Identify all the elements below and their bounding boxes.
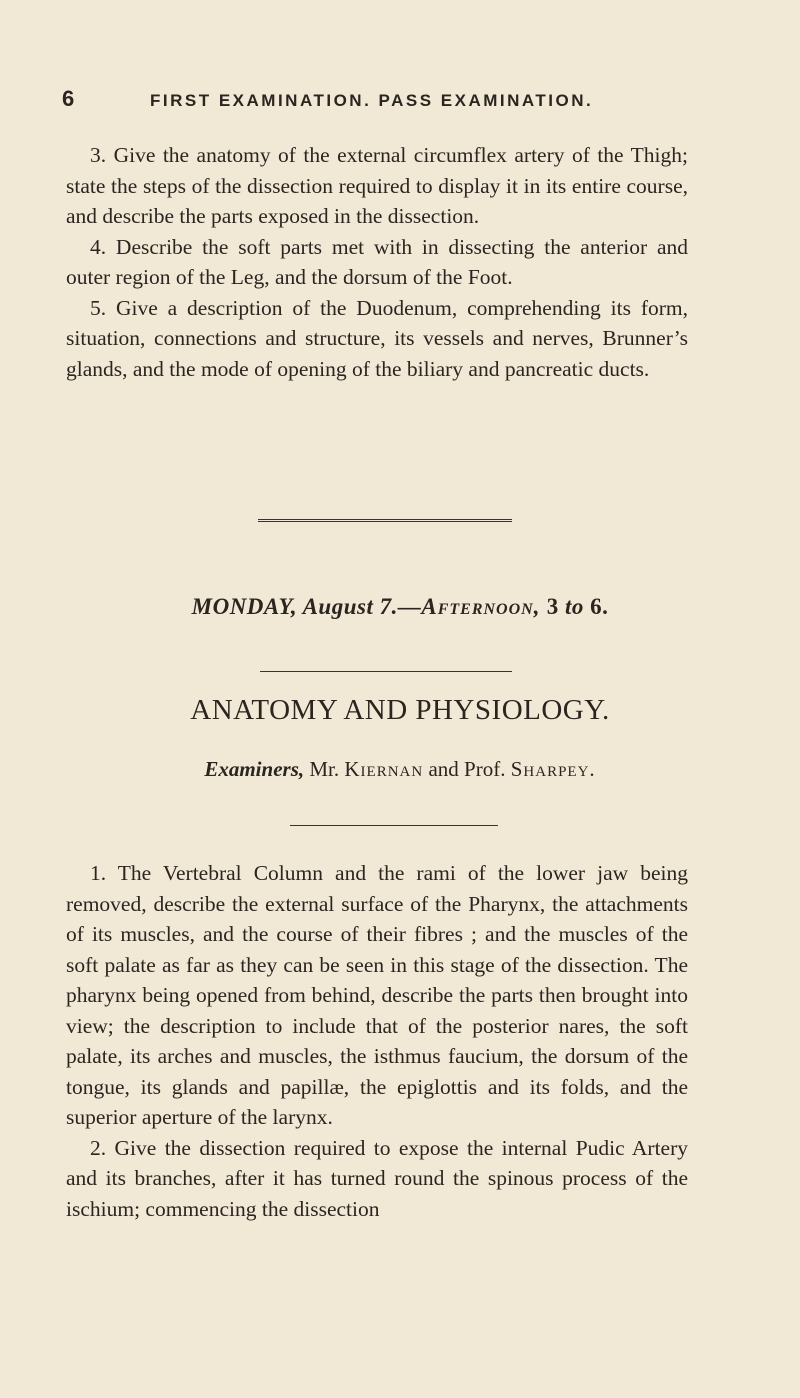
question-2: 2. Give the dissection required to expose the internal Pudic Artery and its branches, after it has turned round the spinous process of the ischium; commencing the dissection [66, 1135, 688, 1221]
examiner-1-name: Kiernan [344, 757, 424, 781]
session-time-to: 6. [590, 594, 609, 619]
session-heading [0, 594, 800, 620]
running-header [62, 86, 682, 112]
page-number: 6 [62, 86, 75, 111]
examiner-2-name: Sharpey. [510, 757, 596, 781]
question-list-top [66, 140, 688, 384]
examiners-and: and [428, 757, 459, 781]
session-time-from: 3 [546, 594, 559, 619]
session-dash: — [397, 594, 422, 619]
question-5: 5. Give a description of the Duodenum, comprehending its form, situation, connections and structure, its vessels and nerves, Brunner’s glands, and the mode of opening of the biliary and pancreatic ducts. [66, 295, 688, 381]
examiners-line [0, 757, 800, 782]
question-list-bottom [66, 858, 688, 1224]
running-title: FIRST EXAMINATION. PASS EXAMINATION. [150, 91, 594, 110]
examiner-1-prefix: Mr. [309, 757, 340, 781]
examiner-2-prefix: Prof. [464, 757, 506, 781]
divider-rule-1 [260, 671, 512, 672]
question-4: 4. Describe the soft parts met with in dissecting the anterior and outer region of the Leg, and the dorsum of the Foot. [66, 234, 688, 289]
section-divider-double [258, 519, 512, 522]
session-period: Afternoon, [421, 594, 541, 619]
question-3: 3. Give the anatomy of the external circumflex artery of the Thigh; state the steps of the dissection required to display it in its entire course, and describe the parts exposed in the dissection. [66, 143, 688, 228]
divider-rule-2 [290, 825, 498, 826]
session-to: to [564, 594, 584, 619]
examiners-label: Examiners, [204, 757, 305, 781]
session-date: August 7. [302, 594, 398, 619]
subject-title: ANATOMY AND PHYSIOLOGY. [190, 694, 610, 726]
session-day: MONDAY, [191, 594, 298, 619]
question-1: 1. The Vertebral Column and the rami of the lower jaw being removed, describe the external surface of the Pharynx, the attachments of its muscles, and the course of their fibres ; and the muscles of the soft palate as far as they can be seen in this stage of the dissection. The pharynx being opened from behind, describe the parts then brought into view; the description to include that of the posterior nares, the soft palate, its arches and muscles, the isthmus faucium, the dorsum of the tongue, its glands and papillæ, the epiglottis and its folds, and the superior aperture of the larynx. [66, 861, 688, 1129]
